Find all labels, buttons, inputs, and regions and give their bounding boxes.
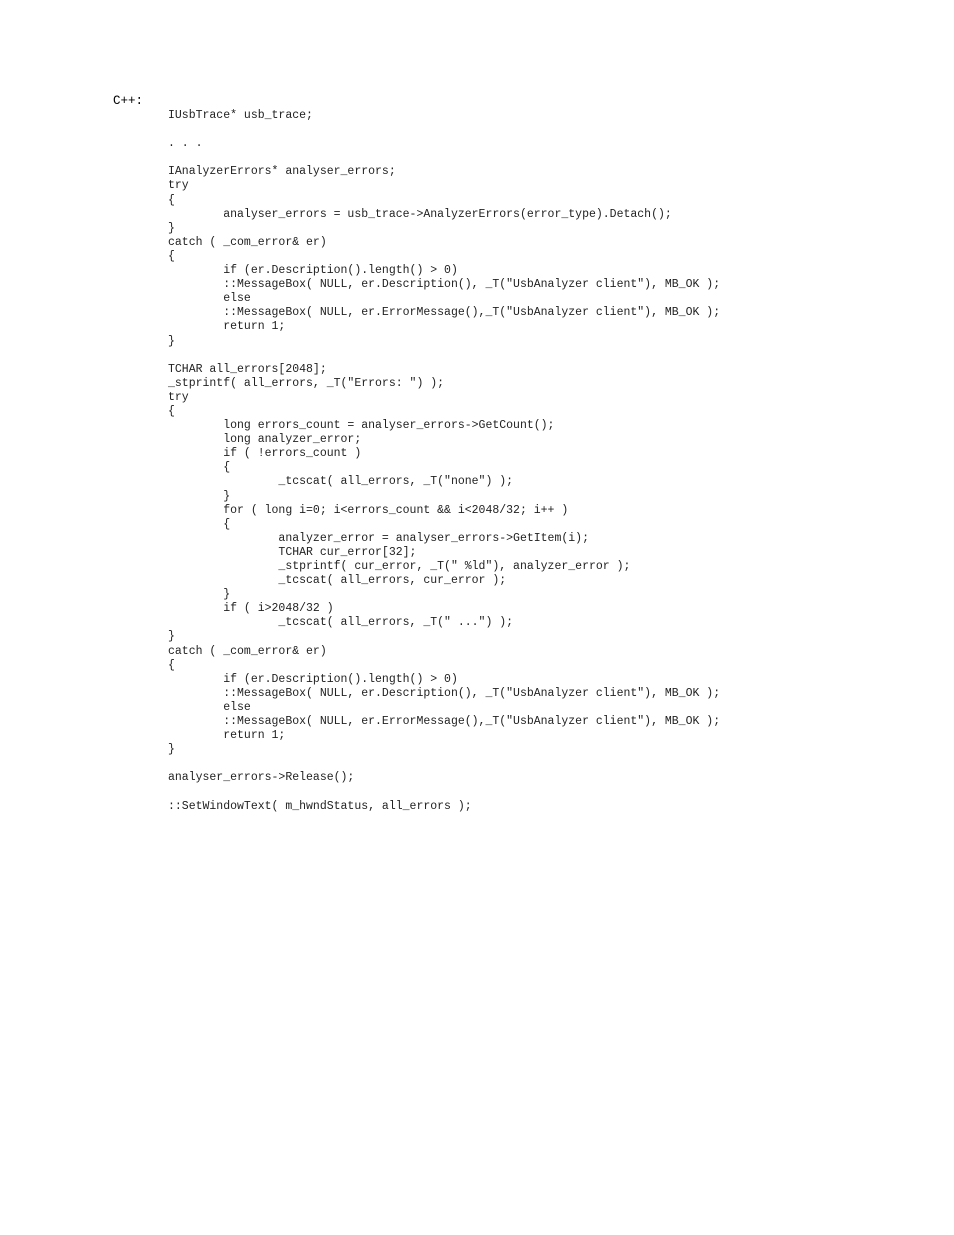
code-block: IUsbTrace* usb_trace; . . . IAnalyzerErrors* analyser_errors; try { analyser_errors = usb_trace->AnalyzerErrors(error_type).Detach(); } catch ( _com_error& er) { if (er.Description().length() > 0) ::MessageBox( NULL, er.Description(), _T("UsbAnalyzer client"), MB_OK ); else ::MessageBox( NULL, er.ErrorMessage(),_T("UsbAnalyzer client"), MB_OK ); return 1; } TCHAR all_errors[2048]; _stprintf( all_errors, _T("Errors: ") ); try { long errors_count = analyser_errors->GetCount(); long analyzer_error; if ( !errors_count ) { _tcscat( all_errors, _T("none") ); } for ( long i=0; i<errors_count && i<2048/32; i++ ) { analyzer_error = analyser_errors->GetItem(i); TCHAR cur_error[32]; _stprintf( cur_error, _T(" %ld"), analyzer_error ); _tcscat( all_errors, cur_error ); } if ( i>2048/32 ) _tcscat( all_errors, _T(" ...") ); } catch ( _com_error& er) { if (er.Description().length() > 0) ::MessageBox( NULL, er.Description(), _T("UsbAnalyzer client"), MB_OK ); else ::MessageBox( NULL, er.ErrorMessage(),_T("UsbAnalyzer client"), MB_OK ); return 1; } analyser_errors->Release(); ::SetWindowText( m_hwndStatus, all_errors ); [168, 109, 721, 813]
language-label: C++: [113, 94, 144, 108]
